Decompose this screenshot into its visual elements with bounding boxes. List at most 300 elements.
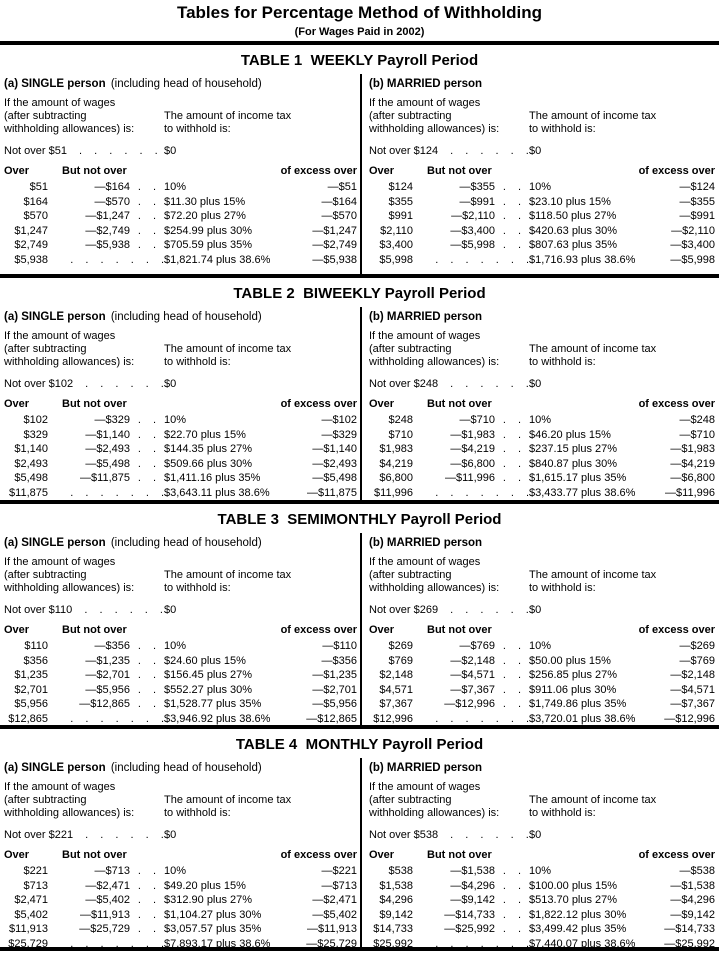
excess-over-value: —$355 [679, 195, 715, 208]
but-not-over-value: —$710 [459, 414, 495, 426]
section-label: (b) MARRIED person [369, 537, 483, 549]
but-not-over-cell [48, 442, 164, 457]
but-not-over-value: —$11,996 [445, 472, 495, 484]
section-label: (a) SINGLE person [4, 537, 106, 549]
but-not-over-value: —$1,247 [85, 210, 130, 222]
excess-over-value: —$14,733 [664, 923, 715, 935]
table-row [4, 937, 357, 952]
excess-over-value: —$1,235 [312, 669, 357, 681]
but-not-over-value: —$570 [94, 195, 130, 208]
tax-formula: $840.87 plus 30% [529, 457, 618, 470]
dot-leader: . . [502, 698, 522, 710]
table-row [4, 908, 357, 923]
over-value: $4,296 [379, 894, 413, 906]
tax-description [164, 343, 357, 369]
column-header-but-not-over: But not over [62, 624, 127, 636]
but-not-over-value: —$4,219 [450, 443, 495, 455]
dot-leader: . . [137, 865, 157, 877]
document-header [0, 0, 719, 45]
excess-over-value: —$769 [679, 654, 715, 667]
table-row [369, 893, 715, 908]
wages-description-line: If the amount of wages [369, 330, 481, 342]
tax-formula: $156.45 plus 27% [164, 669, 253, 681]
dot-leader: . . [137, 683, 157, 696]
over-value: $248 [388, 414, 413, 426]
but-not-over-value: —$14,733 [444, 908, 495, 921]
wages-description-line: (after subtracting [4, 110, 87, 122]
over-value: $110 [24, 640, 48, 652]
over-value: $5,998 [379, 253, 413, 266]
column-header-but-not-over: But not over [62, 398, 127, 410]
tax-formula: $237.15 plus 27% [529, 443, 618, 455]
dot-leader: . . [502, 879, 522, 892]
dot-leader: . . [502, 669, 522, 681]
tax-description-line: to withhold is: [529, 356, 596, 368]
dot-leader: . . [502, 414, 522, 426]
bracket-rows [369, 864, 715, 951]
column-header-excess: of excess over [638, 165, 715, 177]
wages-description [369, 97, 529, 136]
but-not-over-cell [413, 428, 529, 443]
over-value: $2,749 [14, 239, 48, 251]
column-header-excess: of excess over [280, 398, 357, 410]
but-not-over-cell [413, 922, 529, 937]
but-not-over-cell [48, 471, 164, 486]
dot-leader: . . [137, 472, 157, 484]
tax-formula: $100.00 plus 15% [529, 879, 618, 892]
column-headers [4, 624, 357, 636]
column-headers [369, 624, 715, 636]
dot-leader: . . [137, 669, 157, 681]
but-not-over-value: —$9,142 [450, 894, 495, 906]
section-label: (b) MARRIED person [369, 311, 483, 323]
tax-formula: $254.99 plus 30% [164, 224, 253, 237]
but-not-over-value: —$164 [94, 181, 130, 193]
not-over-text [4, 829, 164, 841]
wages-description-line: withholding allowances) is: [369, 582, 500, 594]
dot-leader: . . . . . . . [435, 253, 529, 266]
but-not-over-cell [48, 486, 164, 501]
over-value: $4,571 [379, 683, 413, 696]
table-title: TABLE 2 BIWEEKLY Payroll Period [233, 285, 486, 302]
tax-description-line: The amount of income tax [164, 569, 292, 581]
tax-description [164, 794, 357, 820]
excess-over-value: —$7,367 [670, 698, 715, 710]
tax-formula: $3,946.92 plus 38.6% [164, 712, 271, 725]
table-row [4, 683, 357, 698]
not-over-threshold: Not over $102 [4, 378, 74, 390]
column-descriptions [4, 781, 357, 820]
tax-formula: $118.50 plus 27% [529, 210, 617, 222]
over-value: $269 [388, 640, 413, 652]
tax-formula: 10% [164, 640, 187, 652]
wages-description-line: If the amount of wages [369, 97, 481, 109]
table-row [369, 471, 715, 486]
bracket-rows [4, 413, 357, 500]
tax-formula: $1,749.86 plus 35% [529, 698, 627, 710]
but-not-over-cell [48, 238, 164, 253]
table-row [4, 639, 357, 654]
dot-leader: . . [137, 239, 157, 251]
but-not-over-cell [48, 937, 164, 952]
but-not-over-cell [413, 879, 529, 894]
but-not-over-value: —$11,913 [80, 908, 130, 921]
table-row [369, 654, 715, 669]
column-descriptions [4, 97, 357, 136]
section-label: (a) SINGLE person [4, 311, 106, 323]
column-descriptions [369, 556, 715, 595]
tax-formula: 10% [529, 414, 552, 426]
dot-leader: . . [502, 181, 522, 193]
excess-over-value: —$25,729 [306, 937, 357, 950]
over-value: $11,875 [9, 486, 48, 499]
not-over-text [4, 145, 164, 157]
over-value: $5,956 [14, 698, 48, 710]
bracket-rows [369, 180, 715, 267]
table-row [369, 457, 715, 472]
not-over-text [4, 604, 164, 616]
table-title: TABLE 4 MONTHLY Payroll Period [235, 736, 484, 753]
tax-description-line: The amount of income tax [164, 343, 292, 355]
tax-formula: 10% [164, 865, 187, 877]
table-row [4, 457, 357, 472]
table-row [4, 893, 357, 908]
table-row [369, 908, 715, 923]
dot-leader: . . [137, 428, 157, 441]
excess-over-value: —$710 [679, 428, 715, 441]
tax-description-line: to withhold is: [164, 356, 231, 368]
dot-leader: . . [137, 457, 157, 470]
over-value: $2,148 [379, 669, 413, 681]
excess-over-value: —$1,983 [670, 443, 715, 455]
over-value: $5,938 [14, 253, 48, 266]
excess-over-value: —$5,956 [312, 698, 357, 710]
but-not-over-cell [48, 697, 164, 712]
not-over-text [369, 604, 529, 616]
but-not-over-cell [48, 864, 164, 879]
but-not-over-cell [48, 668, 164, 683]
column-descriptions [369, 781, 715, 820]
over-value: $25,992 [373, 937, 413, 950]
excess-over-value: —$5,998 [670, 253, 715, 266]
bracket-rows [369, 639, 715, 726]
not-over-row [369, 604, 715, 616]
tax-formula: $1,615.17 plus 35% [529, 472, 627, 484]
over-value: $7,367 [379, 698, 413, 710]
section-label-note: (including head of household) [110, 537, 262, 549]
excess-over-value: —$2,148 [670, 669, 715, 681]
excess-over-value: —$329 [321, 428, 357, 441]
table-row [369, 486, 715, 501]
not-over-threshold: Not over $248 [369, 378, 439, 390]
tax-formula: $509.66 plus 30% [164, 457, 253, 470]
not-over-amount: $0 [164, 145, 177, 157]
but-not-over-cell [413, 712, 529, 727]
but-not-over-cell [413, 413, 529, 428]
but-not-over-value: —$6,800 [450, 457, 495, 470]
table-row [4, 471, 357, 486]
table-row [4, 442, 357, 457]
table-sections [0, 758, 719, 951]
table-sections [0, 307, 719, 500]
but-not-over-cell [413, 683, 529, 698]
table-row [369, 442, 715, 457]
page-subtitle: (For Wages Paid in 2002) [294, 26, 425, 38]
wages-description [4, 556, 164, 595]
column-headers [369, 165, 715, 177]
not-over-row [4, 145, 357, 157]
but-not-over-value: —$4,571 [450, 669, 495, 681]
table-row [369, 413, 715, 428]
over-value: $11,996 [374, 486, 413, 499]
tax-formula: $3,643.11 plus 38.6% [164, 486, 270, 499]
not-over-row [369, 145, 715, 157]
table-row [4, 668, 357, 683]
filing-status-section [0, 533, 360, 726]
but-not-over-value: —$329 [94, 414, 130, 426]
table-row [4, 180, 357, 195]
column-header-over: Over [369, 398, 395, 410]
excess-over-value: —$221 [321, 865, 357, 877]
tax-formula: $72.20 plus 27% [164, 210, 246, 222]
tax-description [529, 343, 715, 369]
not-over-row [4, 604, 357, 616]
table-row [4, 224, 357, 239]
dot-leader: . . [502, 683, 522, 696]
over-value: $1,538 [379, 879, 413, 892]
not-over-row [4, 378, 357, 390]
tax-formula: $3,057.57 plus 35% [164, 923, 262, 935]
dot-leader: . . . . . . [85, 829, 164, 841]
but-not-over-value: —$25,729 [79, 923, 130, 935]
not-over-amount: $0 [529, 145, 542, 157]
section-heading [4, 78, 357, 90]
tax-formula: $312.90 plus 27% [164, 894, 253, 906]
dot-leader: . . . . . . [450, 145, 529, 157]
over-value: $2,110 [380, 224, 413, 237]
tax-formula: $513.70 plus 27% [529, 894, 618, 906]
but-not-over-cell [48, 195, 164, 210]
dot-leader: . . [137, 443, 157, 455]
dot-leader: . . . . . . . [70, 712, 164, 725]
column-header-excess: of excess over [638, 398, 715, 410]
not-over-amount: $0 [164, 604, 177, 616]
filing-status-section [0, 758, 360, 951]
filing-status-section [360, 533, 719, 726]
over-value: $51 [29, 181, 48, 193]
column-header-but-not-over: But not over [427, 849, 492, 861]
excess-over-value: —$356 [321, 654, 357, 667]
dot-leader: . . . . . . . [70, 486, 164, 499]
excess-over-value: —$991 [679, 210, 715, 222]
column-header-but-not-over: But not over [427, 398, 492, 410]
dot-leader: . . . . . . . [435, 937, 529, 950]
over-value: $713 [23, 879, 48, 892]
excess-over-value: —$570 [321, 210, 357, 222]
dot-leader: . . [137, 923, 157, 935]
column-descriptions [369, 97, 715, 136]
tax-description-line: to withhold is: [164, 582, 231, 594]
but-not-over-cell [48, 180, 164, 195]
section-label: (a) SINGLE person [4, 762, 106, 774]
wages-description-line: (after subtracting [4, 569, 87, 581]
but-not-over-value: —$5,402 [85, 894, 130, 906]
over-value: $538 [388, 865, 413, 877]
wages-description-line: (after subtracting [369, 794, 452, 806]
table-row [4, 413, 357, 428]
dot-leader: . . [137, 224, 157, 237]
table-title: TABLE 3 SEMIMONTHLY Payroll Period [217, 511, 502, 528]
table-row [4, 654, 357, 669]
payroll-table [0, 729, 719, 951]
dot-leader: . . [502, 457, 522, 470]
table-row [369, 195, 715, 210]
over-value: $2,701 [14, 683, 48, 696]
wages-description-line: withholding allowances) is: [369, 807, 500, 819]
but-not-over-cell [413, 224, 529, 239]
tax-formula: $11.30 plus 15% [164, 195, 246, 208]
filing-status-section [0, 307, 360, 500]
tax-formula: $22.70 plus 15% [164, 428, 246, 441]
column-header-but-not-over: But not over [62, 849, 127, 861]
column-header-excess: of excess over [280, 849, 357, 861]
not-over-amount: $0 [529, 829, 542, 841]
but-not-over-cell [48, 428, 164, 443]
excess-over-value: —$5,938 [312, 253, 357, 266]
wages-description-line: If the amount of wages [4, 556, 116, 568]
wages-description-line: withholding allowances) is: [4, 123, 135, 135]
wages-description-line: If the amount of wages [4, 330, 116, 342]
excess-over-value: —$248 [679, 414, 715, 426]
dot-leader: . . [502, 428, 522, 441]
column-header-excess: of excess over [638, 849, 715, 861]
tax-description-line: The amount of income tax [164, 794, 292, 806]
dot-leader: . . [137, 894, 157, 906]
but-not-over-cell [413, 639, 529, 654]
over-value: $1,983 [379, 443, 413, 455]
but-not-over-cell [413, 893, 529, 908]
table-row [4, 195, 357, 210]
dot-leader: . . [502, 894, 522, 906]
over-value: $221 [23, 865, 48, 877]
dot-leader: . . [137, 698, 157, 710]
column-header-over: Over [369, 849, 395, 861]
bracket-rows [4, 864, 357, 951]
but-not-over-cell [413, 195, 529, 210]
wages-description-line: withholding allowances) is: [4, 356, 135, 368]
tax-description [529, 569, 715, 595]
but-not-over-cell [48, 654, 164, 669]
tax-formula: 10% [164, 181, 187, 193]
but-not-over-cell [413, 654, 529, 669]
wages-description [4, 330, 164, 369]
excess-over-value: —$102 [321, 414, 357, 426]
table-row [4, 253, 357, 268]
wages-description-line: (after subtracting [369, 569, 452, 581]
tax-formula: $1,821.74 plus 38.6% [164, 253, 271, 266]
but-not-over-cell [413, 253, 529, 268]
excess-over-value: —$5,402 [312, 908, 357, 921]
section-label-note: (including head of household) [110, 78, 262, 90]
but-not-over-value: —$2,701 [85, 669, 130, 681]
excess-over-value: —$25,992 [664, 937, 715, 950]
over-value: $124 [388, 181, 413, 193]
but-not-over-value: —$5,938 [85, 239, 130, 251]
over-value: $355 [388, 195, 413, 208]
column-header-over: Over [4, 849, 30, 861]
excess-over-value: —$538 [679, 865, 715, 877]
excess-over-value: —$4,219 [670, 457, 715, 470]
over-value: $11,913 [9, 923, 48, 935]
table-row [369, 180, 715, 195]
tax-formula: $144.35 plus 27% [164, 443, 253, 455]
table-row [4, 879, 357, 894]
but-not-over-value: —$5,998 [450, 239, 495, 251]
tax-formula: $1,104.27 plus 30% [164, 908, 262, 921]
but-not-over-value: —$713 [94, 865, 130, 877]
section-heading [369, 537, 715, 549]
over-value: $769 [388, 654, 413, 667]
but-not-over-cell [413, 908, 529, 923]
excess-over-value: —$1,247 [312, 224, 357, 237]
bracket-rows [369, 413, 715, 500]
tax-description-line: The amount of income tax [529, 794, 657, 806]
over-value: $5,402 [14, 908, 48, 921]
but-not-over-cell [413, 238, 529, 253]
but-not-over-cell [413, 442, 529, 457]
tax-description-line: to withhold is: [164, 807, 231, 819]
table-row [369, 253, 715, 268]
wages-description-line: (after subtracting [4, 343, 87, 355]
but-not-over-cell [413, 457, 529, 472]
wages-description-line: If the amount of wages [369, 556, 481, 568]
but-not-over-cell [413, 697, 529, 712]
dot-leader: . . . . . . [450, 604, 529, 616]
but-not-over-cell [48, 712, 164, 727]
not-over-text [369, 145, 529, 157]
but-not-over-value: —$2,110 [451, 210, 495, 222]
column-headers [369, 849, 715, 861]
table-row [369, 639, 715, 654]
but-not-over-value: —$7,367 [450, 683, 495, 696]
but-not-over-value: —$5,956 [85, 683, 130, 696]
table-row [369, 937, 715, 952]
excess-over-value: —$3,400 [670, 239, 715, 251]
excess-over-value: —$11,913 [307, 923, 357, 935]
not-over-text [4, 378, 164, 390]
not-over-row [369, 378, 715, 390]
but-not-over-value: —$769 [459, 640, 495, 652]
column-header-excess: of excess over [280, 624, 357, 636]
payroll-table [0, 278, 719, 504]
excess-over-value: —$1,538 [670, 879, 715, 892]
dot-leader: . . [137, 908, 157, 921]
not-over-text [369, 829, 529, 841]
but-not-over-cell [48, 457, 164, 472]
tax-formula: $3,433.77 plus 38.6% [529, 486, 636, 499]
tax-formula: $1,411.16 plus 35% [164, 472, 261, 484]
not-over-threshold: Not over $269 [369, 604, 439, 616]
but-not-over-cell [48, 253, 164, 268]
not-over-row [4, 829, 357, 841]
column-header-but-not-over: But not over [62, 165, 127, 177]
but-not-over-value: —$12,865 [79, 698, 130, 710]
over-value: $3,400 [379, 239, 413, 251]
column-header-over: Over [4, 165, 30, 177]
excess-over-value: —$11,996 [665, 486, 715, 499]
tax-formula: $50.00 plus 15% [529, 654, 611, 667]
but-not-over-cell [48, 224, 164, 239]
